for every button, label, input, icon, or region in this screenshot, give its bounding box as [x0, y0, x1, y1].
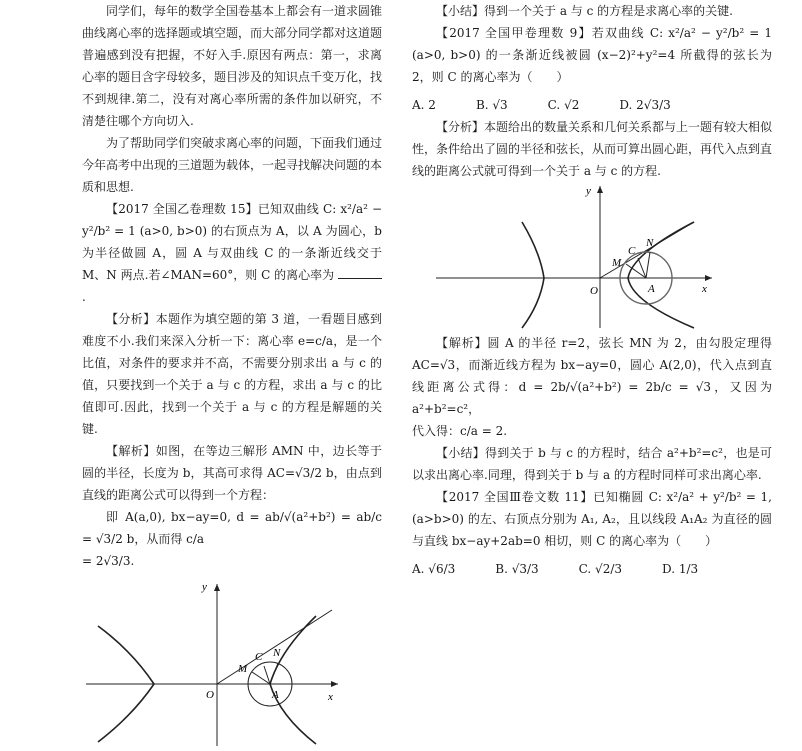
figure-2-label-x: x — [702, 283, 707, 295]
figure-1-x-arrow — [331, 681, 338, 687]
q3-option-b: B. √3/3 — [495, 562, 539, 576]
summary-1: 【小结】得到一个关于 a 与 c 的方程是求离心率的关键. — [436, 4, 733, 18]
figure-1-segment-AC — [264, 666, 270, 684]
figure-1-label-O: O — [206, 689, 214, 701]
solution-1c: = 2√3/3. — [82, 554, 135, 568]
right-column — [412, 0, 772, 580]
solution-1b: 即 A(a,0), bx−ay=0, d = ab/√(a²+b²) = ab/c = √3/2 b，从而得 c/a — [82, 510, 382, 546]
q3-option-a: A. √6/3 — [412, 562, 456, 576]
figure-2-label-C: C — [628, 245, 636, 257]
figure-2-left-branch — [522, 222, 544, 328]
q3-option-d: D. 1/3 — [662, 562, 699, 576]
figure-1-label-M: M — [238, 663, 248, 675]
question-3-options — [412, 558, 772, 580]
figure-1 — [82, 576, 342, 751]
figure-2-right-branch — [628, 222, 694, 328]
analysis-2: 【分析】本题给出的数量关系和几何关系都与上一题有较大相似性，条件给出了圆的半径和弦长，从而可算出圆心距，再代入点到直线的距离公式就可得到一个关于 a 与 c 的方程. — [412, 120, 773, 178]
solution-1a: 【解析】如图，在等边三解形 AMN 中，边长等于圆的半径，长度为 b，其高可求得 AC=√3/2 b，由点到直线的距离公式可以得到一个方程： — [82, 444, 382, 502]
question-1 — [82, 198, 382, 308]
q2-option-d: D. 2√3/3 — [619, 98, 671, 112]
question-1-text: 【2017 全国乙卷理数 15】已知双曲线 C: x²/a² − y²/b² = 1 (a>0, b>0) 的右顶点为 A，以 A 为圆心，b 为半径做圆 A，圆 A 与双曲线 C 的一条渐近线交于 M、N 两点.若∠MAN=60°，则 C 的离心率为 — [82, 202, 382, 282]
intro-paragraph-2: 为了帮助同学们突破求离心率的问题，下面我们通过今年高考中出现的三道题为载体，一起寻找解决问题的本质和思想. — [82, 136, 383, 194]
figure-1-label-A: A — [272, 689, 279, 701]
analysis-1: 【分析】本题作为填空题的第 3 道，一看题目感到难度不小.我们来深入分析一下：离心率 e=c/a，是一个比值，对条件的要求并不高，不需要分别求出 a 与 c 的值，只要找到一个关于 a 与 c 的方程，求出 a 与 c 的比值即可.因此，找到一个关于 a 与 c 的方程是解题的关键. — [82, 312, 382, 436]
figure-1-label-N: N — [273, 647, 281, 659]
question-3: 【2017 全国Ⅲ卷文数 11】已知椭圆 C: x²/a² + y²/b² = 1, (a>b>0) 的左、右顶点分别为 A₁, A₂，且以线段 A₁A₂ 为直径的圆与直线 bx−ay+2ab=0 相切，则 C 的离心率为（ ） — [412, 490, 772, 548]
intro-paragraph-1: 同学们，每年的数学全国卷基本上都会有一道求圆锥曲线离心率的选择题或填空题，而大部分同学都对这道题普遍感到没有把握，不好入手.原因有两点：第一，求离心率的题目含字母较多，题目涉及的知识点千变万化，找不到规律.第二，没有对离心率所需的条件加以研究，不清楚往哪个方向切入. — [82, 4, 383, 128]
figure-2-x-arrow — [705, 275, 712, 281]
answer-blank — [338, 266, 382, 279]
figure-1-label-C: C — [255, 651, 263, 663]
figure-2-label-M: M — [612, 257, 622, 269]
figure-1-segment-AM — [252, 672, 270, 684]
q2-option-c: C. √2 — [547, 98, 580, 112]
q2-option-b: B. √3 — [475, 98, 508, 112]
figure-1-label-x: x — [328, 691, 333, 703]
left-column — [82, 0, 382, 751]
figure-1-y-arrow — [214, 584, 220, 591]
question-2-options — [412, 94, 772, 116]
figure-2-label-A: A — [648, 283, 655, 295]
figure-2-label-y: y — [586, 185, 591, 197]
solution-2: 【解析】圆 A 的半径 r=2，弦长 MN 为 2，由勾股定理得 AC=√3，而渐近线方程为 bx−ay=0，圆心 A(2,0)，代入点到直线距离公式得：d = 2b/√(a²+b²) = 2b/c = √3，又因为 a²+b²=c²， — [412, 336, 772, 416]
figure-2 — [432, 182, 732, 332]
q2-option-a: A. 2 — [412, 98, 436, 112]
figure-2-y-arrow — [597, 186, 603, 193]
question-1-tail: . — [82, 290, 86, 304]
figure-2-label-N: N — [646, 237, 654, 249]
figure-1-segment-AN — [270, 663, 278, 684]
q3-option-c: C. √2/3 — [578, 562, 623, 576]
figure-1-label-y: y — [202, 581, 207, 593]
solution-2b: 代入得：c/a = 2. — [412, 424, 508, 438]
question-2: 【2017 全国甲卷理数 9】若双曲线 C: x²/a² − y²/b² = 1 (a>0, b>0) 的一条渐近线被圆 (x−2)²+y²=4 所截得的弦长为 2，则 C 的离心率为（ ） — [412, 26, 772, 84]
figure-2-label-O: O — [590, 285, 598, 297]
summary-2: 【小结】得到关于 b 与 c 的方程时，结合 a²+b²=c²，也是可以求出离心率.同理，得到关于 b 与 a 的方程时同样可求出离心率. — [412, 446, 772, 482]
figure-2-segment-AN — [646, 252, 650, 278]
